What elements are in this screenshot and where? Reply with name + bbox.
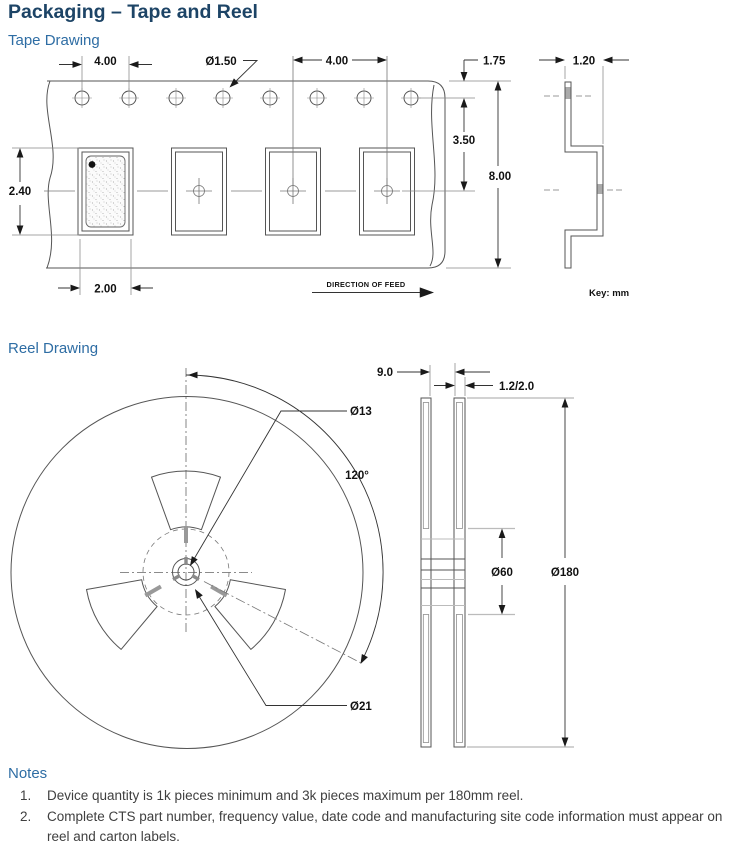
feed-arrow-icon — [420, 287, 434, 297]
pin1-dot — [89, 161, 96, 168]
note-text: Device quantity is 1k pieces minimum and 3k pieces maximum per 180mm reel. — [47, 788, 524, 803]
reel-side-view — [377, 363, 579, 747]
dim-hub-hole-label: Ø13 — [350, 406, 372, 418]
dim-profile-depth-label: 1.20 — [572, 55, 596, 68]
notes-heading: Notes — [8, 765, 48, 782]
sprocket-hole-section — [566, 87, 571, 99]
dim-flange-thickness-label: 1.2/2.0 — [499, 381, 535, 393]
dim-reel-width-label: 9.0 — [377, 367, 393, 379]
note-item — [20, 807, 726, 847]
dim-pocket-width — [58, 239, 153, 296]
dim-hole-to-pocket — [453, 98, 475, 191]
note-number: 2. — [20, 809, 32, 824]
reel-drawing-canvas — [0, 360, 740, 760]
centerlines — [120, 368, 252, 632]
sprocket-holes — [72, 88, 421, 108]
dim-profile-depth — [539, 56, 629, 145]
direction-of-feed-label: DIRECTION OF FEED — [326, 280, 406, 289]
dim-pocket-length — [9, 148, 79, 235]
tape-profile-view — [539, 56, 629, 300]
dim-reel-diameter — [467, 398, 579, 747]
dim-hole-to-pocket-label: 3.50 — [452, 135, 476, 147]
dim-hub-diameter — [468, 529, 515, 615]
dim-flange-thickness — [434, 381, 534, 393]
note-number: 1. — [20, 788, 32, 803]
hub-section-lines — [421, 539, 465, 606]
reel-flange-circle — [11, 397, 363, 749]
dim-edge-to-hole-label: 1.75 — [483, 55, 506, 68]
tape-break-line-right — [430, 85, 435, 266]
key-mm-label: Key: mm — [589, 288, 630, 299]
pocket-hole-section — [598, 184, 603, 194]
tape-pockets — [44, 148, 415, 235]
dim-hole-pitch — [59, 56, 152, 90]
dim-pocket-length-label: 2.40 — [8, 186, 32, 198]
reel-drawing-heading: Reel Drawing — [8, 340, 99, 357]
tape-drawing-heading: Tape Drawing — [8, 32, 100, 49]
dim-pocket-width-label: 2.00 — [94, 283, 117, 296]
page-title: Packaging – Tape and Reel — [8, 1, 258, 23]
dim-pocket-pitch — [293, 56, 387, 187]
dim-reel-diameter-label: Ø180 — [550, 567, 580, 579]
dim-hole-diameter-label: Ø1.50 — [205, 56, 237, 68]
dim-hole-diameter — [205, 56, 257, 90]
tape-drawing-canvas — [0, 53, 740, 303]
dim-reel-width — [377, 363, 490, 396]
dim-hub-hole — [187, 406, 372, 568]
dim-spoke-angle-label: 120° — [345, 470, 369, 482]
note-item — [20, 786, 726, 806]
notes-list — [20, 786, 726, 848]
dim-hub-diameter-label: Ø60 — [491, 567, 513, 579]
dim-tape-width-label: 8.00 — [488, 171, 512, 183]
dim-tape-width — [489, 81, 511, 268]
reel-front-view — [11, 368, 383, 749]
dim-hole-pitch-label: 4.00 — [94, 56, 117, 68]
note-text: Complete CTS part number, frequency value, date code and manufacturing site code information must appear on reel and carton labels. — [47, 809, 723, 844]
dim-boss-label: Ø21 — [350, 701, 372, 713]
dim-edge-to-hole — [402, 56, 511, 269]
tape-break-line-left — [47, 81, 53, 268]
dim-pocket-pitch-label: 4.00 — [325, 55, 349, 68]
direction-of-feed — [312, 280, 434, 298]
